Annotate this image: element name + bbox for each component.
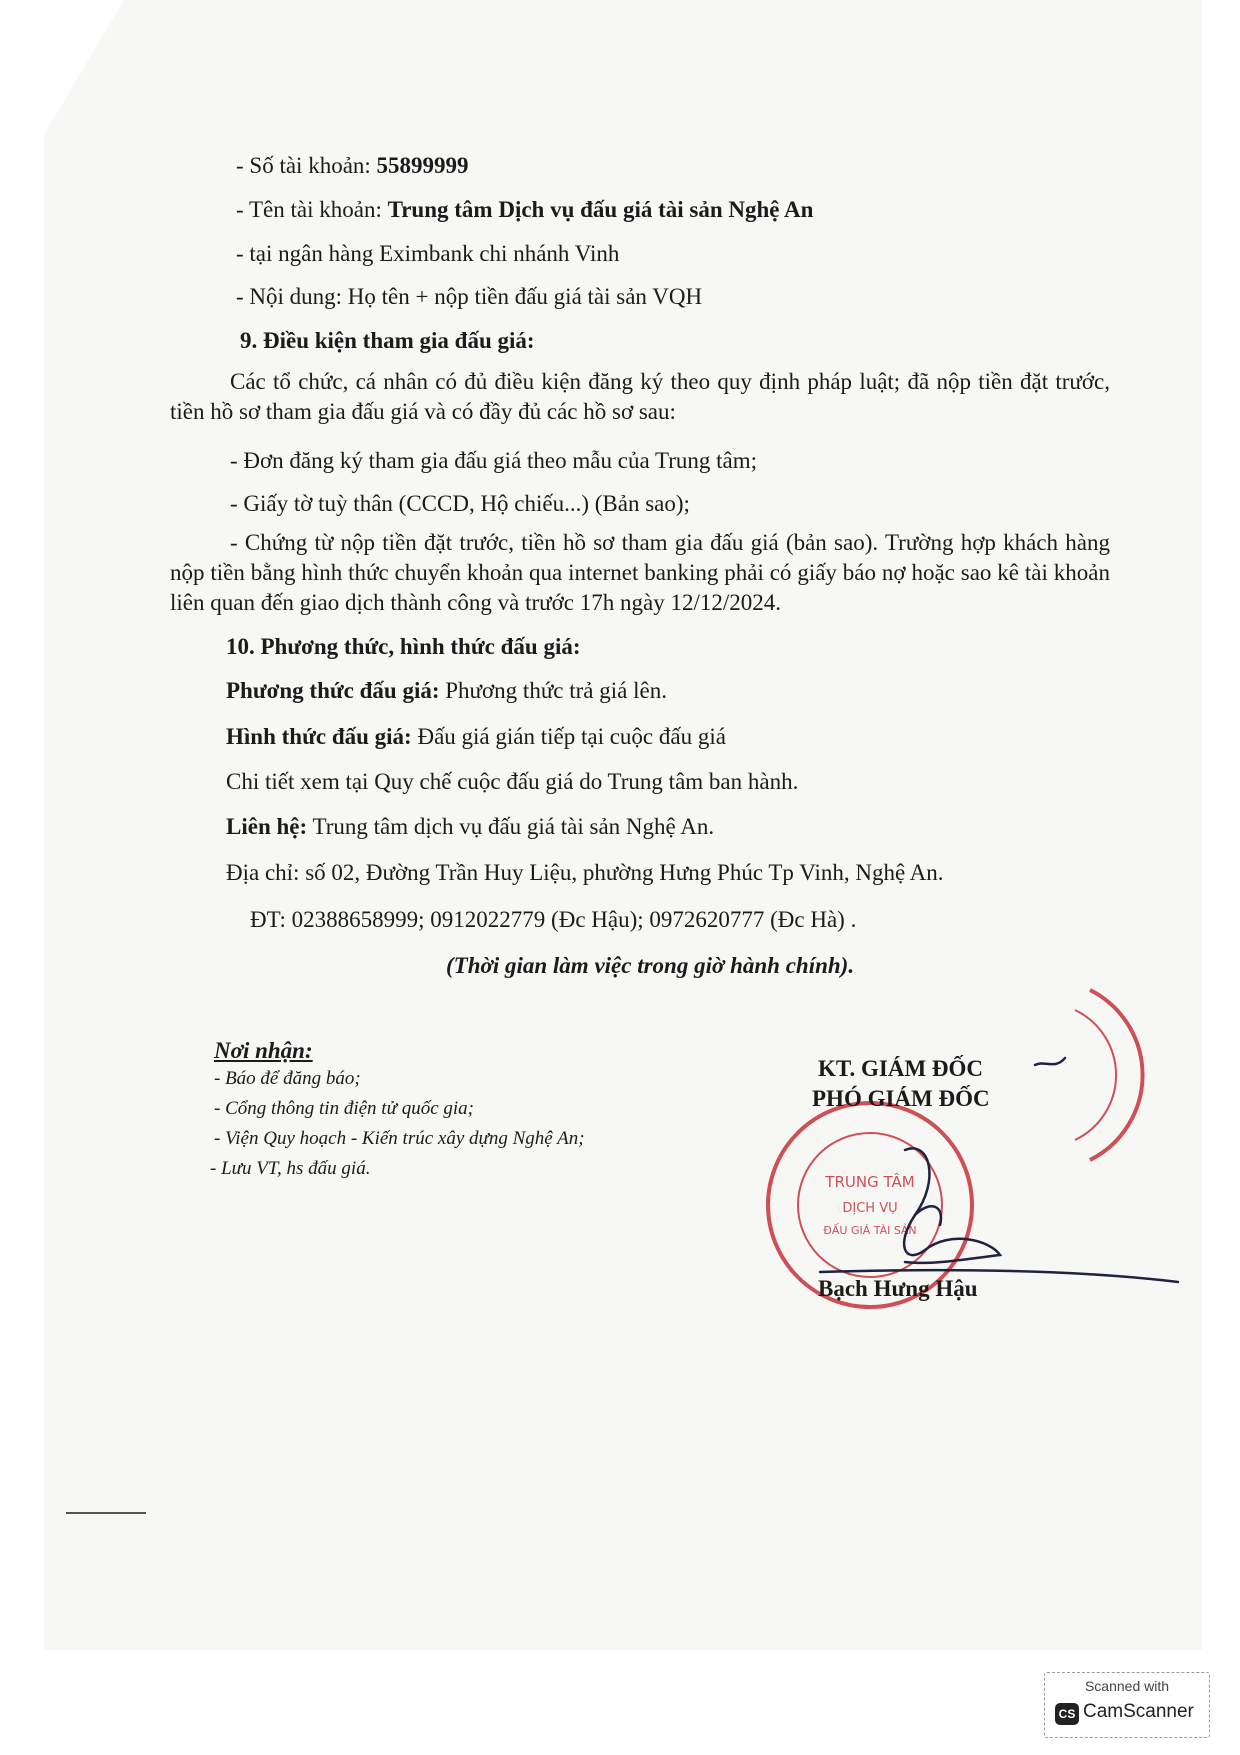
account-number-label: - Số tài khoản: — [236, 153, 377, 178]
account-name-value: Trung tâm Dịch vụ đấu giá tài sản Nghệ An — [387, 197, 814, 222]
watermark-top-text: Scanned with — [1084, 1678, 1170, 1694]
section-9-intro: Các tổ chức, cá nhân có đủ điều kiện đăng ký theo quy định pháp luật; đã nộp tiền đặt trước, tiền hồ sơ tham gia đấu giá và có đầy đủ các hồ sơ sau: — [170, 369, 1110, 424]
section-10-heading: 10. Phương thức, hình thức đấu giá: — [226, 634, 581, 659]
section-9-item-3: - Chứng từ nộp tiền đặt trước, tiền hồ sơ tham gia đấu giá (bản sao). Trường hợp khách hàng nộp tiền bằng hình thức chuyển khoản qua internet banking phải có giấy báo nợ hoặc sao kê tài khoản liên quan đến giao dịch thành công và trước 17h ngày 12/12/2024. — [170, 530, 1110, 615]
section-9-item-2: - Giấy tờ tuỳ thân (CCCD, Hộ chiếu...) (Bản sao); — [230, 491, 690, 516]
account-name-line — [236, 195, 813, 225]
auction-form-value: Đấu giá gián tiếp tại cuộc đấu giá — [411, 724, 726, 749]
section-9-item-1: - Đơn đăng ký tham gia đấu giá theo mẫu của Trung tâm; — [230, 448, 758, 473]
auction-method-value: Phương thức trả giá lên. — [439, 678, 667, 703]
camscanner-logo-icon: CS — [1055, 1703, 1079, 1725]
section-9-heading: 9. Điều kiện tham gia đấu giá: — [240, 328, 535, 353]
seal-text-1: TRUNG TÂM — [825, 1173, 915, 1191]
auction-method-line — [226, 676, 667, 706]
working-hours: (Thời gian làm việc trong giờ hành chính). — [446, 953, 855, 978]
address-line: Địa chỉ: số 02, Đường Trần Huy Liệu, phường Hưng Phúc Tp Vinh, Nghệ An. — [226, 860, 944, 885]
recipient-item: - Lưu VT, hs đấu giá. — [210, 1158, 371, 1179]
contact-label: Liên hệ: — [226, 814, 308, 839]
auction-form-label: Hình thức đấu giá: — [226, 724, 412, 749]
account-content-line: - Nội dung: Họ tên + nộp tiền đấu giá tài sản VQH — [236, 284, 703, 309]
seal-text-3: ĐẤU GIÁ TÀI SẢN — [823, 1224, 917, 1237]
account-number-line — [236, 151, 469, 181]
phone-line: ĐT: 02388658999; 0912022779 (Đc Hậu); 0972620777 (Đc Hà) . — [250, 907, 857, 932]
account-bank-line: - tại ngân hàng Eximbank chi nhánh Vinh — [236, 241, 620, 266]
auction-form-line — [226, 722, 726, 752]
account-name-label: - Tên tài khoản: — [236, 197, 388, 222]
signature-title-2: PHÓ GIÁM ĐỐC — [812, 1086, 990, 1111]
contact-value: Trung tâm dịch vụ đấu giá tài sản Nghệ An. — [307, 814, 715, 839]
camscanner-watermark — [1044, 1672, 1210, 1738]
signer-name: Bạch Hưng Hậu — [818, 1276, 978, 1301]
account-number-value: 55899999 — [376, 153, 469, 178]
page-fold-corner — [44, 0, 124, 135]
recipient-item: - Báo để đăng báo; — [214, 1068, 361, 1089]
recipient-item: - Viện Quy hoạch - Kiến trúc xây dựng Nghệ An; — [214, 1128, 585, 1149]
auction-method-label: Phương thức đấu giá: — [226, 678, 440, 703]
signature-title-1: KT. GIÁM ĐỐC — [818, 1056, 984, 1081]
contact-line — [226, 812, 714, 842]
margin-mark — [66, 1512, 146, 1514]
watermark-app-name: CamScanner — [1083, 1701, 1194, 1722]
regulation-details: Chi tiết xem tại Quy chế cuộc đấu giá do Trung tâm ban hành. — [226, 769, 799, 794]
recipient-item: - Cổng thông tin điện tử quốc gia; — [214, 1098, 474, 1119]
recipients-heading: Nơi nhận: — [214, 1038, 313, 1063]
seal-text-2: DỊCH VỤ — [842, 1201, 898, 1216]
